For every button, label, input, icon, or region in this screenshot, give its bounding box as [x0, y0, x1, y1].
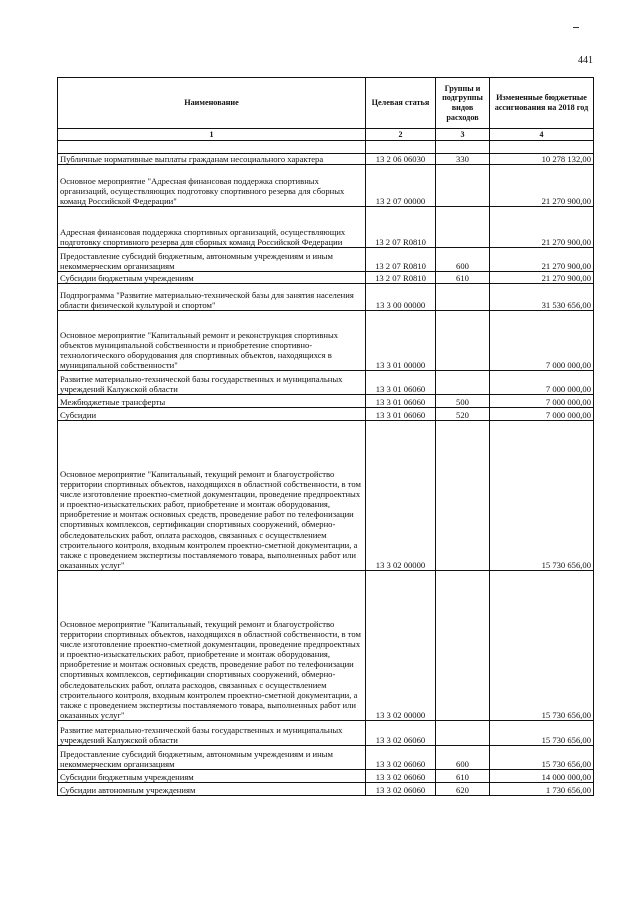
row-group-code	[436, 311, 490, 371]
row-name: Адресная финансовая поддержка спортивных организаций, осуществляющих подготовку спортивного резерва для сборных команд Российской Федерации	[58, 207, 366, 248]
row-amount: 21 270 900,00	[490, 207, 594, 248]
row-group-code: 330	[436, 154, 490, 165]
row-name: Предоставление субсидий бюджетным, автономным учреждениям и иным некоммерческим организациям	[58, 746, 366, 770]
row-target-code: 13 3 01 06060	[366, 395, 436, 408]
budget-table	[57, 77, 594, 796]
row-amount: 21 270 900,00	[490, 272, 594, 284]
table-row	[58, 746, 594, 770]
row-target-code: 13 2 06 06030	[366, 154, 436, 165]
row-amount: 21 270 900,00	[490, 248, 594, 272]
row-amount: 10 278 132,00	[490, 154, 594, 165]
row-target-code: 13 3 01 06060	[366, 371, 436, 395]
row-name: Субсидии автономным учреждениям	[58, 783, 366, 796]
row-amount: 15 730 656,00	[490, 721, 594, 746]
row-group-code	[436, 571, 490, 721]
row-name: Развитие материально-технической базы государственных и муниципальных учреждений Калужской области	[58, 371, 366, 395]
table-row	[58, 272, 594, 284]
row-amount: 7 000 000,00	[490, 311, 594, 371]
table-row	[58, 248, 594, 272]
scan-mark	[573, 27, 579, 28]
header-row	[58, 78, 594, 129]
row-name: Публичные нормативные выплаты гражданам несоциального характера	[58, 154, 366, 165]
table-row	[58, 770, 594, 783]
column-number: 4	[490, 129, 594, 141]
row-target-code: 13 3 02 06060	[366, 770, 436, 783]
row-group-code: 620	[436, 783, 490, 796]
table-row	[58, 721, 594, 746]
row-group-code	[436, 207, 490, 248]
header-name: Наименование	[58, 78, 366, 129]
row-amount: 7 000 000,00	[490, 408, 594, 421]
row-name: Субсидии бюджетным учреждениям	[58, 770, 366, 783]
row-amount: 21 270 900,00	[490, 165, 594, 207]
table-row	[58, 284, 594, 311]
row-name: Основное мероприятие "Адресная финансовая поддержка спортивных организаций, осуществляющих подготовку спортивного резерва для сборных команд Российской Федерации"	[58, 165, 366, 207]
table-row	[58, 154, 594, 165]
row-target-code: 13 3 02 00000	[366, 421, 436, 571]
row-amount: 31 530 656,00	[490, 284, 594, 311]
row-group-code	[436, 371, 490, 395]
table-body	[58, 141, 594, 796]
row-target-code: 13 3 02 06060	[366, 746, 436, 770]
table-row	[58, 165, 594, 207]
row-target-code: 13 2 07 R0810	[366, 248, 436, 272]
table-row	[58, 311, 594, 371]
row-amount: 7 000 000,00	[490, 371, 594, 395]
row-name: Основное мероприятие "Капитальный, текущий ремонт и благоустройство территории спортивных объектов, находящихся в областной собственности, в том числе изготовление проектно-сметной документации, проведение предпроектных и проектно-изыскательских работ, приобретение и монтаж оборудования, приобретение и монтаж основных средств, проведение работ по телефонизации спортивных комплексов, сертификации спортивных сооружений, обмерно-обследовательских работ, оплата расходов, связанных с осуществлением строительного контроля, входным контролем проектно-сметной документации, а также с проведением экспертизы поставляемого товара, выполненных работ или оказанных услуг"	[58, 421, 366, 571]
row-target-code: 13 2 07 R0810	[366, 207, 436, 248]
row-target-code: 13 3 02 00000	[366, 571, 436, 721]
row-name: Субсидии	[58, 408, 366, 421]
column-number: 1	[58, 129, 366, 141]
row-group-code: 600	[436, 746, 490, 770]
row-group-code: 600	[436, 248, 490, 272]
row-name: Основное мероприятие "Капитальный ремонт и реконструкция спортивных объектов муниципальной собственности и приобретение спортивно-технологического оборудования для спортивных объектов, находящихся в муниципальной собственности"	[58, 311, 366, 371]
column-number: 3	[436, 129, 490, 141]
row-group-code: 500	[436, 395, 490, 408]
row-target-code: 13 2 07 R0810	[366, 272, 436, 284]
table-row	[58, 421, 594, 571]
row-amount: 15 730 656,00	[490, 571, 594, 721]
row-name: Предоставление субсидий бюджетным, автономным учреждениям и иным некоммерческим организациям	[58, 248, 366, 272]
row-amount: 14 000 000,00	[490, 770, 594, 783]
row-name: Субсидии бюджетным учреждениям	[58, 272, 366, 284]
spacer-row	[58, 141, 594, 154]
column-number: 2	[366, 129, 436, 141]
table-row	[58, 408, 594, 421]
row-name: Развитие материально-технической базы государственных и муниципальных учреждений Калужской области	[58, 721, 366, 746]
row-name: Основное мероприятие "Капитальный, текущий ремонт и благоустройство территории спортивных объектов, находящихся в областной собственности, в том числе изготовление проектно-сметной документации, проведение предпроектных и проектно-изыскательских работ, приобретение и монтаж оборудования, приобретение и монтаж основных средств, проведение работ по телефонизации спортивных комплексов, сертификации спортивных сооружений, обмерно-обследовательских работ, оплата расходов, связанных с осуществлением строительного контроля, входным контролем проектно-сметной документации, а также с проведением экспертизы поставляемого товара, выполненных работ или оказанных услуг"	[58, 571, 366, 721]
table-row	[58, 783, 594, 796]
row-group-code: 610	[436, 272, 490, 284]
header-amount: Измененные бюджетные ассигнования на 2018 год	[490, 78, 594, 129]
row-target-code: 13 3 01 06060	[366, 408, 436, 421]
row-name: Подпрограмма "Развитие материально-технической базы для занятия населения области физической культурой и спортом"	[58, 284, 366, 311]
row-amount: 15 730 656,00	[490, 421, 594, 571]
row-target-code: 13 3 01 00000	[366, 311, 436, 371]
row-target-code: 13 3 02 06060	[366, 721, 436, 746]
page-number: 441	[578, 55, 593, 66]
row-target-code: 13 3 02 06060	[366, 783, 436, 796]
row-group-code	[436, 421, 490, 571]
table-row	[58, 371, 594, 395]
row-group-code	[436, 165, 490, 207]
row-group-code: 520	[436, 408, 490, 421]
header-group: Группы и подгруппы видов расходов	[436, 78, 490, 129]
row-target-code: 13 2 07 00000	[366, 165, 436, 207]
row-name: Межбюджетные трансферты	[58, 395, 366, 408]
row-amount: 7 000 000,00	[490, 395, 594, 408]
row-group-code	[436, 721, 490, 746]
header-target: Целевая статья	[366, 78, 436, 129]
row-target-code: 13 3 00 00000	[366, 284, 436, 311]
row-group-code	[436, 284, 490, 311]
row-amount: 15 730 656,00	[490, 746, 594, 770]
table-row	[58, 207, 594, 248]
table-row	[58, 395, 594, 408]
column-number-row	[58, 129, 594, 141]
row-amount: 1 730 656,00	[490, 783, 594, 796]
row-group-code: 610	[436, 770, 490, 783]
table-row	[58, 571, 594, 721]
